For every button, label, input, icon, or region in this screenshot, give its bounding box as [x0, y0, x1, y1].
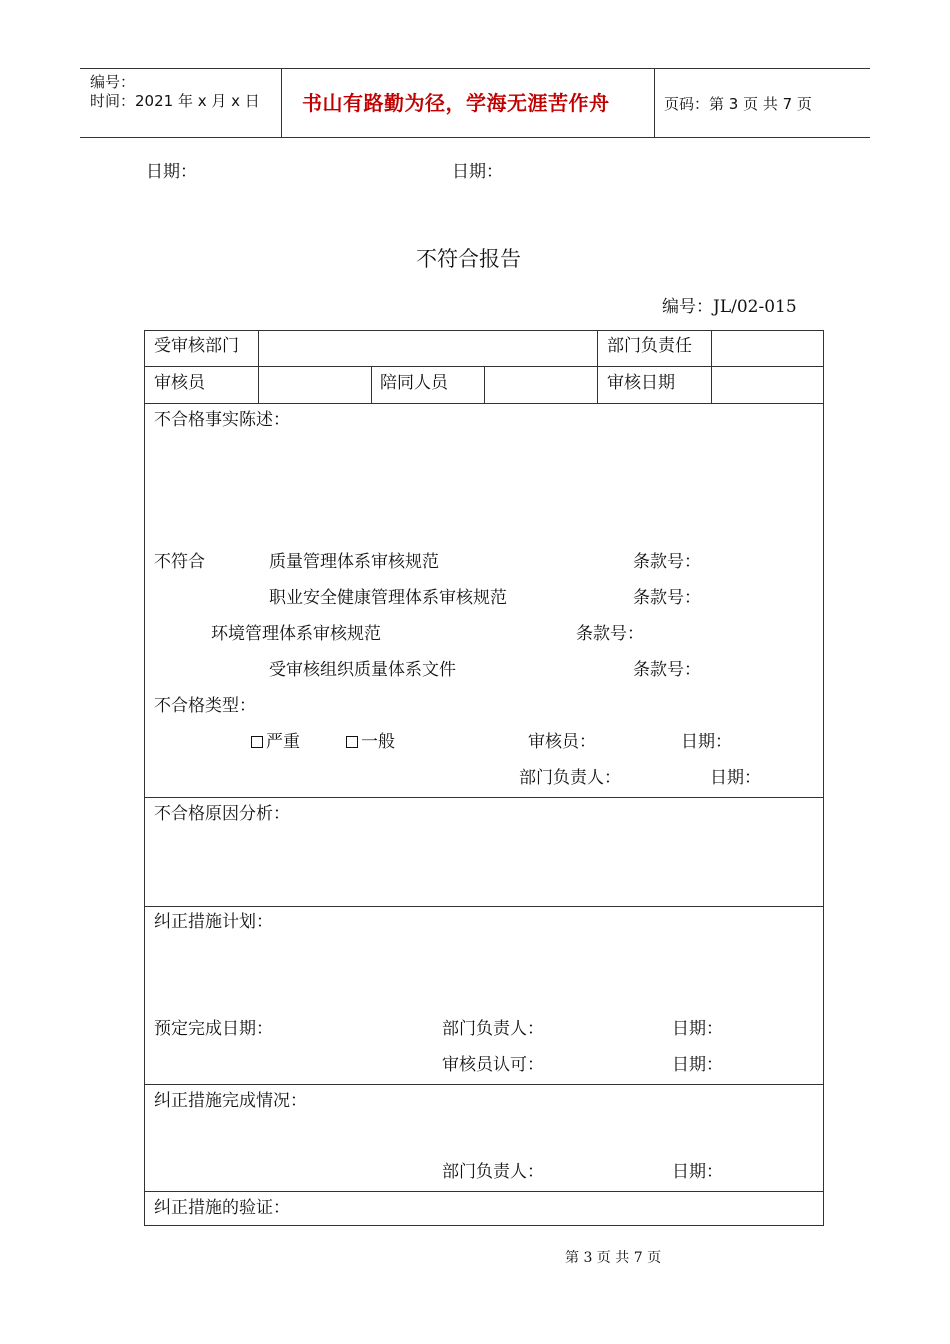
facts-date: 日期：	[710, 768, 761, 788]
row-line	[145, 403, 823, 404]
dept-label: 受审核部门	[154, 336, 239, 356]
nonconformity-form	[144, 330, 824, 1226]
col-line	[597, 331, 598, 403]
checkbox-icon[interactable]	[346, 736, 358, 748]
document-number: 编号：JL/02-015	[662, 297, 797, 317]
top-date-left: 日期：	[146, 162, 197, 182]
col-line	[371, 366, 372, 403]
plan-auditor-approve: 审核员认可：	[442, 1055, 544, 1075]
completion-date: 日期：	[672, 1162, 723, 1182]
cause-label: 不合格原因分析：	[154, 804, 290, 824]
row-line	[145, 797, 823, 798]
col-line	[484, 366, 485, 403]
companion-label: 陪同人员	[380, 373, 448, 393]
facts-auditor: 审核员：	[528, 732, 596, 752]
top-date-right: 日期：	[452, 162, 503, 182]
header-time-label: 时间：2021 年 x 月 x 日	[90, 92, 260, 110]
header-divider	[281, 69, 282, 137]
standard-clause: 条款号：	[633, 588, 701, 608]
checkbox-icon[interactable]	[251, 736, 263, 748]
severe-label: 严重	[266, 732, 300, 752]
standard-name: 质量管理体系审核规范	[269, 552, 439, 572]
standard-clause: 条款号：	[633, 660, 701, 680]
type-label: 不合格类型：	[154, 696, 256, 716]
facts-label: 不合格事实陈述：	[154, 410, 290, 430]
col-line	[258, 331, 259, 403]
row-line	[145, 1191, 823, 1192]
standard-name: 受审核组织质量体系文件	[269, 660, 456, 680]
header-motto: 书山有路勤为径，学海无涯苦作舟	[302, 91, 610, 115]
plan-date: 日期：	[672, 1055, 723, 1075]
verify-label: 纠正措施的验证：	[154, 1198, 290, 1218]
document-title: 不符合报告	[416, 247, 521, 271]
completion-dept-head: 部门负责人：	[442, 1162, 544, 1182]
col-line	[711, 331, 712, 403]
nonconform-label: 不符合	[154, 552, 205, 572]
auditor-label: 审核员	[154, 373, 205, 393]
severe-option[interactable]	[251, 731, 300, 753]
facts-dept-head: 部门负责人：	[519, 768, 621, 788]
planned-date-label: 预定完成日期：	[154, 1019, 273, 1039]
plan-date: 日期：	[672, 1019, 723, 1039]
head-label: 部门负责任	[607, 336, 692, 356]
standard-clause: 条款号：	[576, 624, 644, 644]
standard-clause: 条款号：	[633, 552, 701, 572]
general-label: 一般	[361, 732, 395, 752]
facts-date: 日期：	[681, 732, 732, 752]
plan-label: 纠正措施计划：	[154, 912, 273, 932]
row-line	[145, 906, 823, 907]
general-option[interactable]	[346, 731, 395, 753]
row-line	[145, 1084, 823, 1085]
header-divider	[654, 69, 655, 137]
plan-dept-head: 部门负责人：	[442, 1019, 544, 1039]
page-footer: 第 3 页 共 7 页	[565, 1250, 662, 1266]
header-number-label: 编号：	[90, 73, 136, 91]
audit-date-label: 审核日期	[607, 373, 675, 393]
page-header	[80, 68, 870, 138]
standard-name: 环境管理体系审核规范	[211, 624, 381, 644]
completion-label: 纠正措施完成情况：	[154, 1091, 307, 1111]
header-page-label: 页码：第 3 页 共 7 页	[664, 95, 812, 113]
standard-name: 职业安全健康管理体系审核规范	[269, 588, 507, 608]
